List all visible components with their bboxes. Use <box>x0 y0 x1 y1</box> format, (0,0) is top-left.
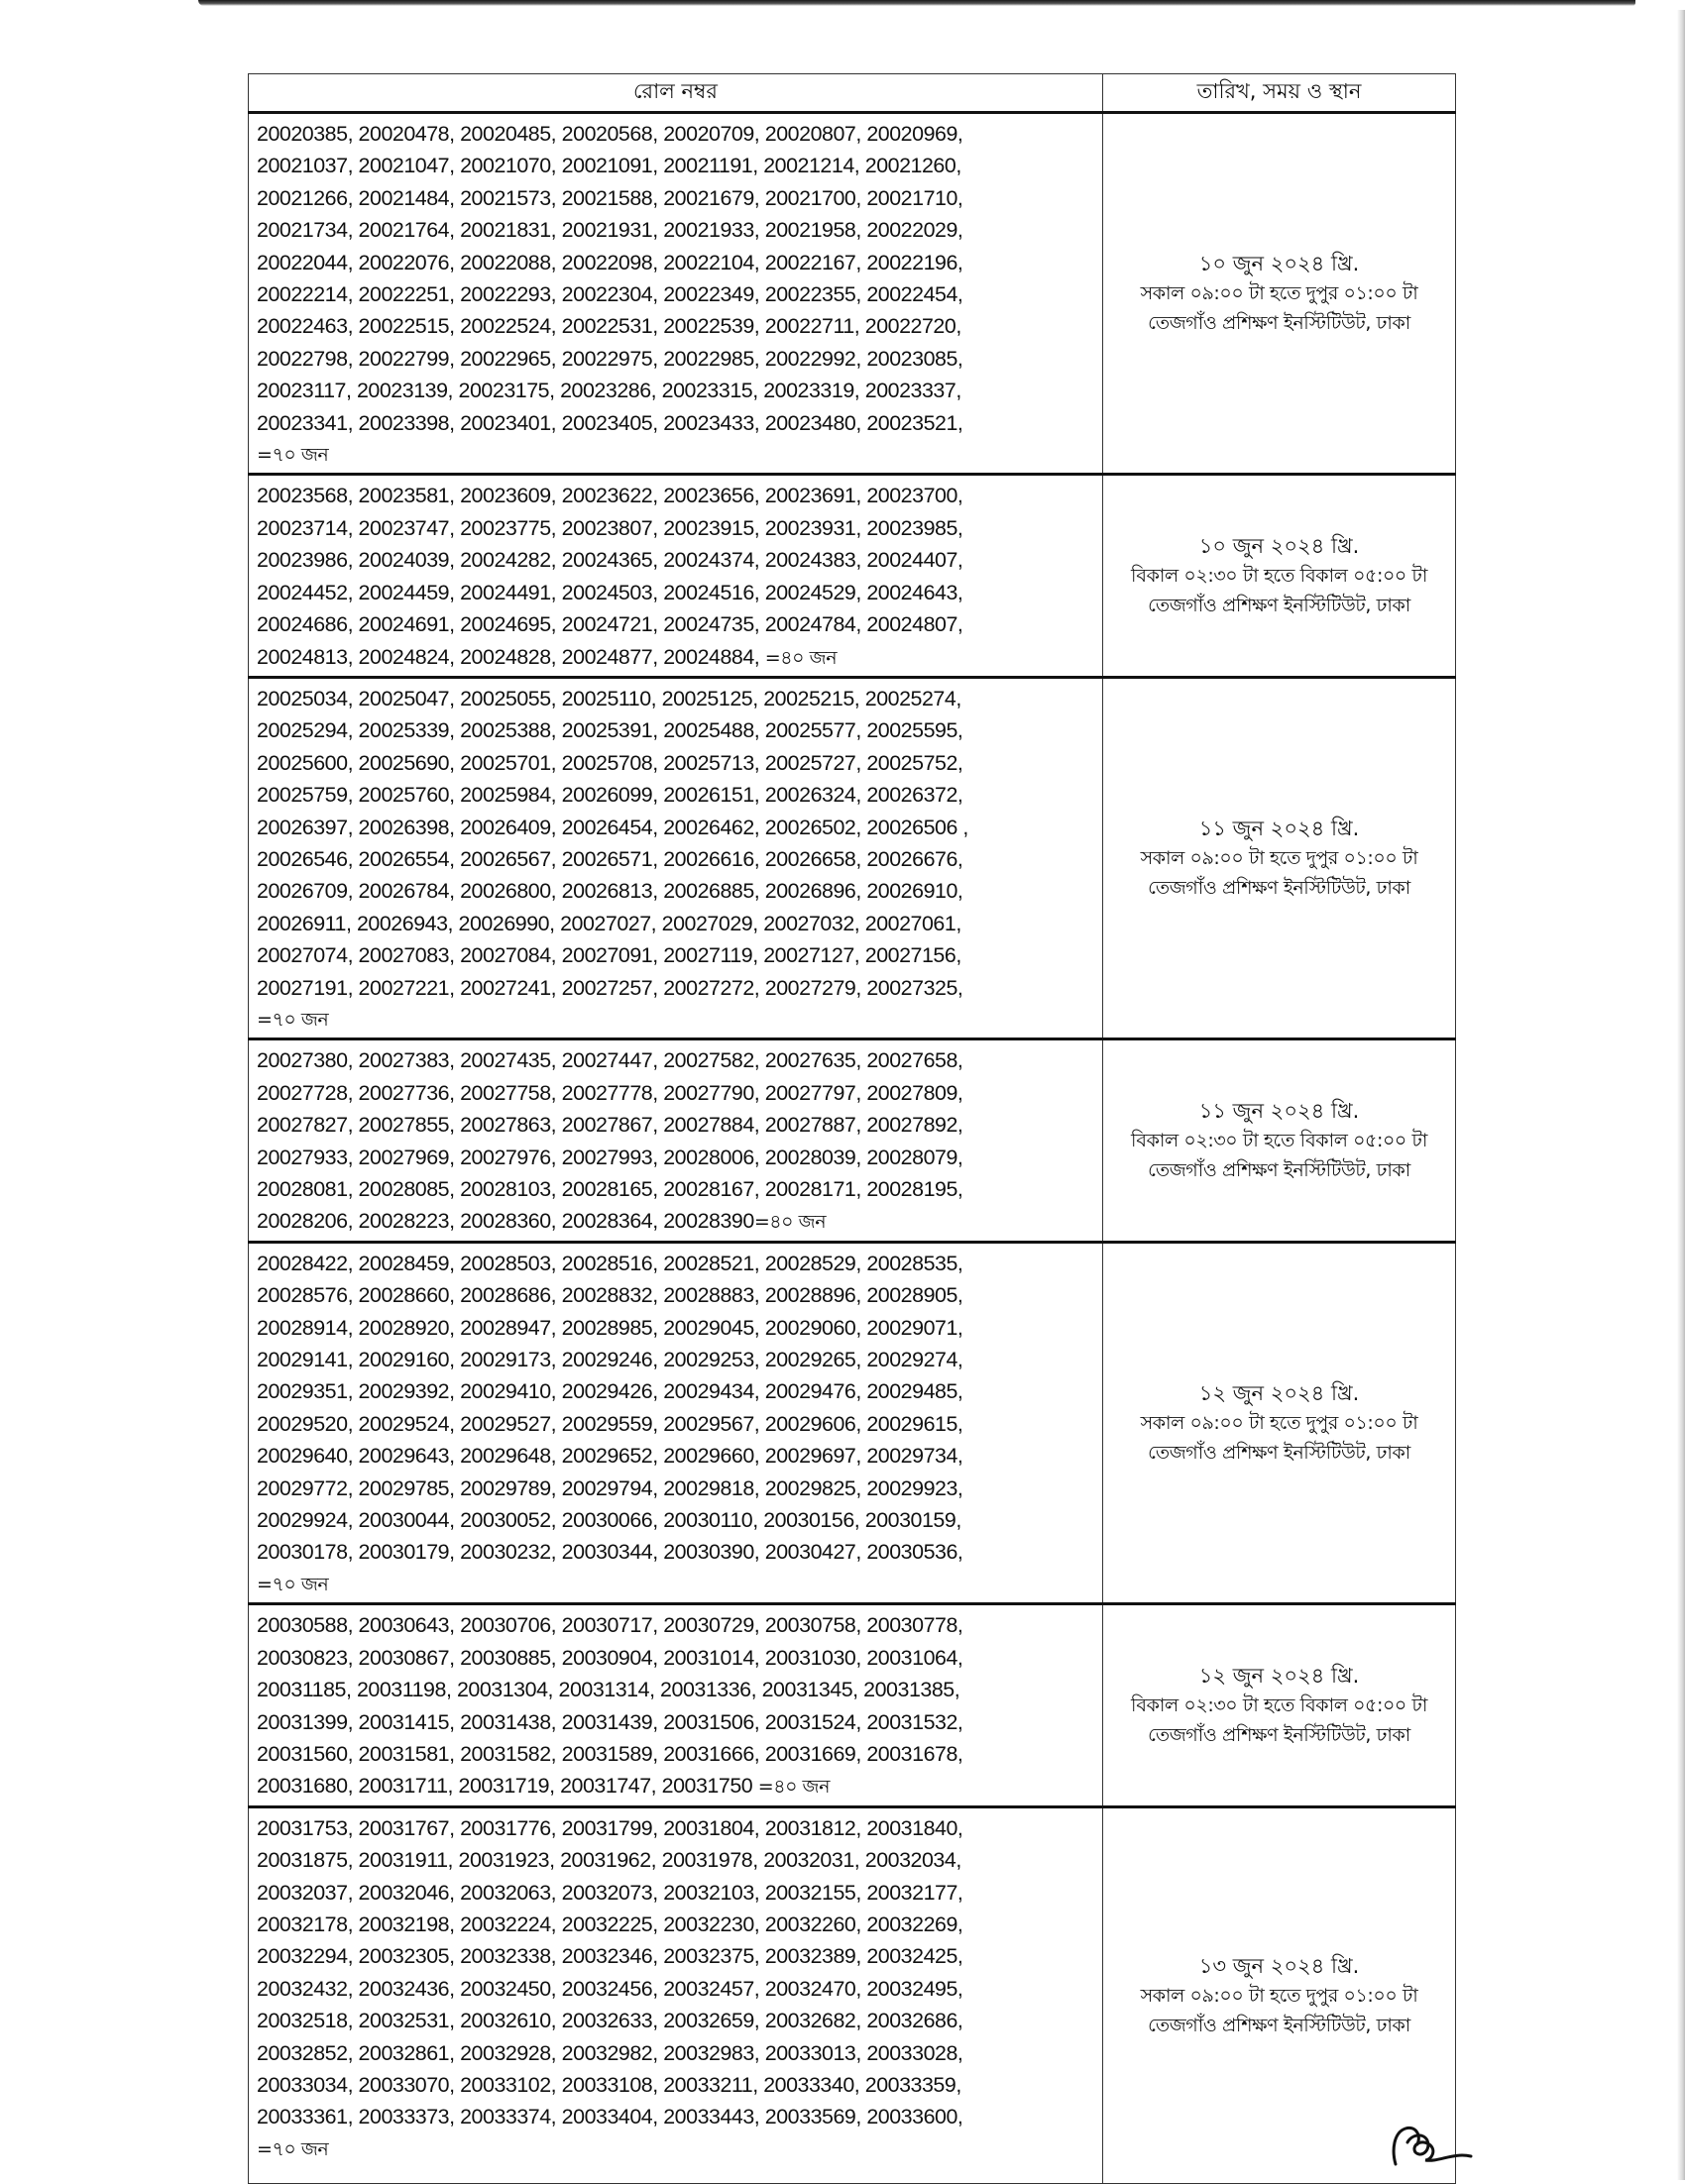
exam-venue: তেজগাঁও প্রশিক্ষণ ইনস্টিটিউট, ঢাকা <box>1148 1724 1410 1746</box>
roll-number-line: 20021266, 20021484, 20021573, 20021588, 20021679, 20021700, 20021710, <box>257 185 963 210</box>
table-row <box>249 677 1456 1038</box>
exam-date: ১১ জুন ২০২৪ খ্রি. <box>1198 1099 1360 1124</box>
exam-date: ১৩ জুন ২০২৪ খ্রি. <box>1198 1953 1360 1978</box>
roll-number-line: 20024686, 20024691, 20024695, 20024721, 20024735, 20024784, 20024807, <box>257 612 963 637</box>
exam-date: ১০ জুন ২০২৪ খ্রি. <box>1198 252 1360 276</box>
roll-number-line: 20022798, 20022799, 20022965, 20022975, 20022985, 20022992, 20023085, <box>257 346 963 371</box>
roll-number-line: 20028206, 20028223, 20028360, 20028364, 20028390 <box>257 1209 754 1234</box>
roll-number-line: 20028914, 20028920, 20028947, 20028985, 20029045, 20029060, 20029071, <box>257 1315 963 1340</box>
roll-number-line: 20029772, 20029785, 20029789, 20029794, 20029818, 20029825, 20029923, <box>257 1475 963 1500</box>
schedule-cell <box>1103 1604 1456 1806</box>
roll-number-line: 20022463, 20022515, 20022524, 20022531, 20022539, 20022711, 20022720, <box>257 314 961 339</box>
roll-numbers-cell <box>249 113 1103 475</box>
roll-number-line: 20023986, 20024039, 20024282, 20024365, 20024374, 20024383, 20024407, <box>257 548 963 573</box>
roll-number-line: 20033361, 20033373, 20033374, 20033404, 20033443, 20033569, 20033600, <box>257 2105 963 2129</box>
exam-date: ১০ জুন ২০২৪ খ্রি. <box>1198 534 1360 559</box>
roll-number-line: 20032518, 20032531, 20032610, 20032633, 20032659, 20032682, 20032686, <box>257 2009 963 2033</box>
roll-number-line: 20029141, 20029160, 20029173, 20029246, 20029253, 20029265, 20029274, <box>257 1348 963 1372</box>
roll-number-line: 20028081, 20028085, 20028103, 20028165, 20028167, 20028171, 20028195, <box>257 1177 963 1201</box>
signature-icon <box>1388 2121 1477 2170</box>
table-row <box>249 113 1456 475</box>
exam-venue: তেজগাঁও প্রশিক্ষণ ইনস্টিটিউট, ঢাকা <box>1148 877 1410 900</box>
schedule-cell <box>1103 1242 1456 1603</box>
roll-number-line: 20025759, 20025760, 20025984, 20026099, 20026151, 20026324, 20026372, <box>257 783 963 808</box>
roll-number-line: 20021037, 20021047, 20021070, 20021091, 20021191, 20021214, 20021260, <box>257 154 961 178</box>
candidate-count: =৪০ জন <box>753 1211 827 1234</box>
roll-number-line: 20031399, 20031415, 20031438, 20031439, 20031506, 20031524, 20031532, <box>257 1709 963 1734</box>
roll-numbers-cell <box>249 475 1103 677</box>
exam-schedule-table <box>248 73 1456 2184</box>
roll-number-line: 20027191, 20027221, 20027241, 20027257, 20027272, 20027279, 20027325, <box>257 975 963 1000</box>
exam-time: সকাল ০৯:০০ টা হতে দুপুর ০১:০০ টা <box>1140 847 1418 870</box>
candidate-count: =৭০ জন <box>257 1573 329 1595</box>
roll-number-line: 20023568, 20023581, 20023609, 20023622, 20023656, 20023691, 20023700, <box>257 484 963 508</box>
roll-number-line: 20027827, 20027855, 20027863, 20027867, 20027884, 20027887, 20027892, <box>257 1113 963 1138</box>
roll-number-line: 20031753, 20031767, 20031776, 20031799, 20031804, 20031812, 20031840, <box>257 1815 963 1840</box>
roll-number-column-header: রোল নম্বর <box>249 74 1103 113</box>
roll-number-line: 20027074, 20027083, 20027084, 20027091, 20027119, 20027127, 20027156, <box>257 943 961 968</box>
roll-number-line: 20029640, 20029643, 20029648, 20029652, 20029660, 20029697, 20029734, <box>257 1444 963 1469</box>
table-row <box>249 1604 1456 1806</box>
roll-number-line: 20031560, 20031581, 20031582, 20031589, 20031666, 20031669, 20031678, <box>257 1741 963 1766</box>
exam-date: ১২ জুন ২০২৪ খ্রি. <box>1198 1381 1360 1406</box>
roll-number-line: 20030178, 20030179, 20030232, 20030344, 20030390, 20030427, 20030536, <box>257 1540 963 1565</box>
roll-numbers-cell <box>249 677 1103 1038</box>
roll-number-line: 20031875, 20031911, 20031923, 20031962, 20031978, 20032031, 20032034, <box>257 1848 961 1873</box>
roll-number-line: 20021734, 20021764, 20021831, 20021931, 20021933, 20021958, 20022029, <box>257 218 963 243</box>
roll-number-line: 20027728, 20027736, 20027758, 20027778, 20027790, 20027797, 20027809, <box>257 1080 963 1105</box>
roll-number-line: 20023117, 20023139, 20023175, 20023286, 20023315, 20023319, 20023337, <box>257 379 961 403</box>
schedule-cell <box>1103 475 1456 677</box>
roll-number-line: 20024452, 20024459, 20024491, 20024503, 20024516, 20024529, 20024643, <box>257 580 963 604</box>
candidate-count: =৭০ জন <box>257 2137 329 2160</box>
exam-time: সকাল ০৯:০০ টা হতে দুপুর ০১:০০ টা <box>1140 282 1418 305</box>
table-row <box>249 475 1456 677</box>
exam-date: ১২ জুন ২০২৪ খ্রি. <box>1198 1664 1360 1688</box>
table-body <box>249 113 1456 2184</box>
exam-venue: তেজগাঁও প্রশিক্ষণ ইনস্টিটিউট, ঢাকা <box>1148 1159 1410 1182</box>
roll-numbers-cell <box>249 1604 1103 1806</box>
roll-number-line: 20023714, 20023747, 20023775, 20023807, 20023915, 20023931, 20023985, <box>257 515 963 540</box>
table-row <box>249 1806 1456 2183</box>
roll-number-line: 20029351, 20029392, 20029410, 20029426, 20029434, 20029476, 20029485, <box>257 1379 963 1404</box>
candidate-count: =৭০ জন <box>257 1008 329 1031</box>
roll-numbers-cell <box>249 1806 1103 2183</box>
table-header-row <box>249 74 1456 113</box>
exam-venue: তেজগাঁও প্রশিক্ষণ ইনস্টিটিউট, ঢাকা <box>1148 2014 1410 2036</box>
exam-date: ১১ জুন ২০২৪ খ্রি. <box>1198 817 1360 841</box>
schedule-cell <box>1103 113 1456 475</box>
roll-number-line: 20028422, 20028459, 20028503, 20028516, 20028521, 20028529, 20028535, <box>257 1251 963 1275</box>
roll-number-line: 20026709, 20026784, 20026800, 20026813, 20026885, 20026896, 20026910, <box>257 879 963 904</box>
candidate-count: =৪০ জন <box>757 1776 831 1799</box>
roll-number-line: 20027933, 20027969, 20027976, 20027993, 20028006, 20028039, 20028079, <box>257 1145 963 1169</box>
roll-number-line: 20030588, 20030643, 20030706, 20030717, 20030729, 20030758, 20030778, <box>257 1613 963 1638</box>
roll-number-line: 20030823, 20030867, 20030885, 20030904, 20031014, 20031030, 20031064, <box>257 1645 963 1670</box>
roll-number-line: 20031185, 20031198, 20031304, 20031314, 20031336, 20031345, 20031385, <box>257 1678 960 1702</box>
roll-number-line: 20032037, 20032046, 20032063, 20032073, 20032103, 20032155, 20032177, <box>257 1880 963 1905</box>
exam-time: বিকাল ০২:৩০ টা হতে বিকাল ০৫:০০ টা <box>1131 1694 1427 1716</box>
roll-number-line: 20025034, 20025047, 20025055, 20025110, 20025125, 20025215, 20025274, <box>257 686 961 710</box>
roll-numbers-cell <box>249 1039 1103 1242</box>
scan-edge-shadow-right <box>1677 10 1685 2180</box>
roll-number-line: 20022044, 20022076, 20022088, 20022098, 20022104, 20022167, 20022196, <box>257 250 963 274</box>
roll-number-line: 20031680, 20031711, 20031719, 20031747, 20031750 <box>257 1774 758 1799</box>
roll-number-line: 20032178, 20032198, 20032224, 20032225, 20032230, 20032260, 20032269, <box>257 1911 963 1936</box>
candidate-count: =৪০ জন <box>764 646 838 669</box>
schedule-cell <box>1103 1039 1456 1242</box>
roll-number-line: 20024813, 20024824, 20024828, 20024877, 20024884, <box>257 644 765 669</box>
scan-edge-shadow-top <box>198 0 1635 6</box>
candidate-count: =৭০ জন <box>257 444 329 467</box>
table-row <box>249 1039 1456 1242</box>
roll-number-line: 20025600, 20025690, 20025701, 20025708, 20025713, 20025727, 20025752, <box>257 750 963 775</box>
roll-number-line: 20029520, 20029524, 20029527, 20029559, 20029567, 20029606, 20029615, <box>257 1411 963 1436</box>
roll-number-line: 20025294, 20025339, 20025388, 20025391, 20025488, 20025577, 20025595, <box>257 718 963 743</box>
exam-time: বিকাল ০২:৩০ টা হতে বিকাল ০৫:০০ টা <box>1131 565 1427 588</box>
table-row <box>249 1242 1456 1603</box>
exam-time: সকাল ০৯:০০ টা হতে দুপুর ০১:০০ টা <box>1140 1984 1418 2007</box>
exam-venue: তেজগাঁও প্রশিক্ষণ ইনস্টিটিউট, ঢাকা <box>1148 312 1410 335</box>
roll-number-line: 20027380, 20027383, 20027435, 20027447, 20027582, 20027635, 20027658, <box>257 1048 963 1073</box>
roll-number-line: 20029924, 20030044, 20030052, 20030066, 20030110, 20030156, 20030159, <box>257 1508 961 1533</box>
roll-number-line: 20032852, 20032861, 20032928, 20032982, 20032983, 20033013, 20033028, <box>257 2040 963 2065</box>
roll-number-line: 20032294, 20032305, 20032338, 20032346, 20032375, 20032389, 20032425, <box>257 1944 963 1969</box>
roll-number-line: 20026546, 20026554, 20026567, 20026571, 20026616, 20026658, 20026676, <box>257 846 963 871</box>
roll-number-line: 20026911, 20026943, 20026990, 20027027, 20027029, 20027032, 20027061, <box>257 911 961 935</box>
roll-number-line: 20023341, 20023398, 20023401, 20023405, 20023433, 20023480, 20023521, <box>257 410 963 435</box>
roll-number-line: 20032432, 20032436, 20032450, 20032456, 20032457, 20032470, 20032495, <box>257 1976 963 2001</box>
roll-number-line: 20028576, 20028660, 20028686, 20028832, 20028883, 20028896, 20028905, <box>257 1283 963 1308</box>
roll-number-line: 20033034, 20033070, 20033102, 20033108, 20033211, 20033340, 20033359, <box>257 2072 961 2097</box>
roll-number-line: 20022214, 20022251, 20022293, 20022304, 20022349, 20022355, 20022454, <box>257 282 963 307</box>
roll-number-line: 20020385, 20020478, 20020485, 20020568, 20020709, 20020807, 20020969, <box>257 122 963 146</box>
roll-numbers-cell <box>249 1242 1103 1603</box>
schedule-column-header: তারিখ, সময় ও স্থান <box>1103 74 1456 113</box>
exam-venue: তেজগাঁও প্রশিক্ষণ ইনস্টিটিউট, ঢাকা <box>1148 1442 1410 1465</box>
exam-time: বিকাল ০২:৩০ টা হতে বিকাল ০৫:০০ টা <box>1131 1130 1427 1152</box>
roll-number-line: 20026397, 20026398, 20026409, 20026454, 20026462, 20026502, 20026506 , <box>257 815 968 839</box>
exam-venue: তেজগাঁও প্রশিক্ষণ ইনস্টিটিউট, ঢাকা <box>1148 595 1410 617</box>
exam-time: সকাল ০৯:০০ টা হতে দুপুর ০১:০০ টা <box>1140 1412 1418 1435</box>
schedule-cell <box>1103 677 1456 1038</box>
